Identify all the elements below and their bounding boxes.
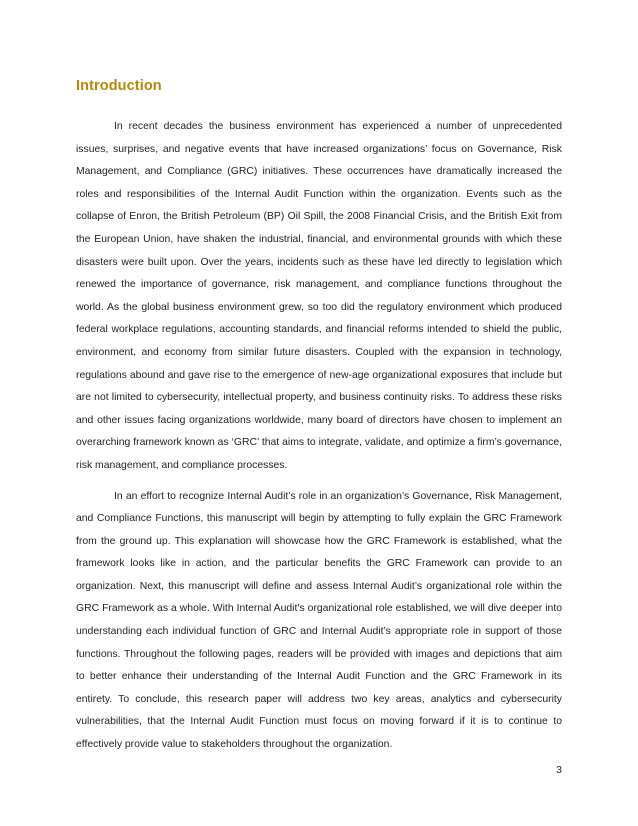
paragraph-1: In recent decades the business environment has experienced a number of unprecedented issues, surprises, and negative events that have increased organizations’ focus on Governance, Risk Management, and Compliance (GRC) initiatives. These occurrences have dramatically increased the roles and responsibilities of the Internal Audit Function within the organization. Events such as the collapse of Enron, the British Petroleum (BP) Oil Spill, the 2008 Financial Crisis, and the British Exit from the European Union, have shaken the industrial, financial, and environmental grounds with which these disasters were built upon. Over the years, incidents such as these have led directly to legislation which renewed the importance of governance, risk management, and compliance functions throughout the world. As the global business environment grew, so too did the regulatory environment which produced federal workplace regulations, accounting standards, and financial reforms intended to shield the public, environment, and economy from similar future disasters. Coupled with the expansion in technology, regulations abound and gave rise to the emergence of new-age organizational exposures that include but are not limited to cybersecurity, intellectual property, and business continuity risks. To address these risks and other issues facing organizations worldwide, many board of directors have chosen to implement an overarching framework known as ‘GRC’ that aims to integrate, validate, and optimize a firm’s governance, risk management, and compliance processes.	[76, 121, 562, 471]
section-heading: Introduction	[76, 78, 162, 94]
paragraph-2: In an effort to recognize Internal Audit’s role in an organization’s Governance, Risk Management, and Compliance Functions, this manuscript will begin by attempting to fully explain the GRC Framework from the ground up. This explanation will showcase how the GRC Framework is established, what the framework looks like in action, and the particular benefits the GRC Framework can provide to an organization. Next, this manuscript will define and assess Internal Audit’s organizational role within the GRC Framework as a whole. With Internal Audit’s organizational role established, we will dive deeper into understanding each individual function of GRC and Internal Audit’s appropriate role in support of those functions. Throughout the following pages, readers will be provided with images and depictions that aim to better enhance their understanding of the Internal Audit Function and the GRC Framework in its entirety. To conclude, this research paper will address two key areas, analytics and cybersecurity vulnerabilities, that the Internal Audit Function must focus on moving forward if it is to continue to effectively provide value to stakeholders throughout the organization.	[76, 490, 562, 751]
body-text	[76, 116, 562, 765]
page-number: 3	[556, 764, 562, 776]
